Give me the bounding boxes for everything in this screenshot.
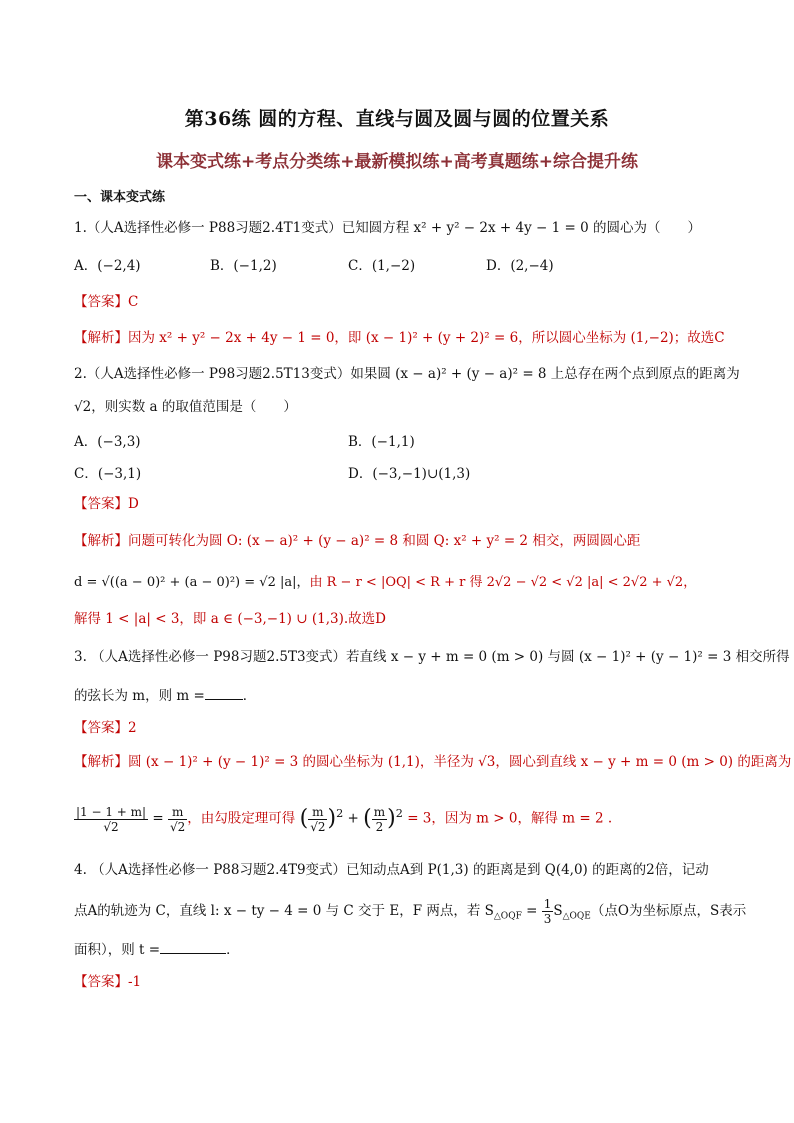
equals-sign: =: [152, 810, 164, 827]
area-subscript-f: △OQF: [493, 911, 522, 922]
q4-stem-line2: [74, 896, 747, 932]
analysis-text: 圆 (x − 1)² + (y − 1)² = 3 的圆心坐标为 (1,1)，半径为 √3，圆心到直线 x − y + m = 0 (m > 0) 的距离为: [128, 754, 792, 770]
q3-stem-end: ．: [242, 688, 257, 704]
q1-analysis: [74, 328, 734, 348]
distance-fraction: $\frac{|1 - 1 + m|}{√2}$: [76, 804, 147, 834]
q2-option-b: B．(−1,1): [348, 434, 415, 450]
answer-value: D: [128, 496, 139, 512]
q1-option-d: D．(2,−4): [486, 258, 554, 274]
q3-stem-text: 的弦长为 m，则 m =: [74, 688, 205, 704]
q1-option-b: B．(−1,2): [210, 258, 277, 274]
q2-answer: [74, 494, 734, 514]
page-title: 第36练 圆的方程、直线与圆及圆与圆的位置关系: [184, 108, 610, 130]
answer-value: -1: [128, 974, 142, 990]
q4-stem-line1: 4. （人A选择性必修一 P88习题2.4T9变式）已知动点A到 P(1,3) 的距离是到 Q(4,0) 的距离的2倍，记动: [74, 862, 709, 878]
squared-fraction-1: $\frac{m}{√2}$: [310, 804, 326, 834]
area-subscript-e: △OQE: [562, 911, 591, 922]
plus-sign: +: [347, 810, 359, 827]
equals-sign: =: [526, 903, 538, 919]
squared-fraction-2: $\frac{m}{2}$: [373, 804, 386, 834]
q4-stem-text: 面积），则 t =: [74, 942, 161, 958]
q1-option-a: A．(−2,4): [74, 258, 141, 274]
q3-analysis-line1: [74, 752, 792, 772]
distance-formula: d = √((a − 0)² + (a − 0)²) = √2 |a|，: [74, 575, 310, 590]
q3-analysis-line2: $\frac{|1 - 1 + m|}{√2}$ = $\frac{m}{√2}$ ，由勾股定理可得 ( $\frac{m}{√2}$ )$^2$ + ( $\frac{m}{2}$ )$^2$ = 3，因为 m > 0，解得 m = 2 .: [76, 804, 613, 834]
analysis-text: 因为 x² + y² − 2x + 4y − 1 = 0，即 (x − 1)² + (y + 2)² = 6，所以圆心坐标为 (1,−2)；故选C: [128, 330, 725, 346]
one-third-fraction: $\frac{1}{3}$: [543, 897, 552, 926]
q4-answer: [74, 972, 734, 992]
answer-tag: 【答案】: [74, 974, 128, 990]
q2-analysis-line3: 解得 1 < |a| < 3，即 a ∈ (−3,−1) ∪ (1,3).故选D: [74, 611, 386, 627]
answer-tag: 【答案】: [74, 720, 128, 736]
analysis-text: 问题可转化为圆 O: (x − a)² + (y − a)² = 8 和圆 Q: x² + y² = 2 相交，两圆圆心距: [128, 533, 641, 549]
analysis-tag: 【解析】: [74, 330, 128, 346]
q3-stem-line1: 3. （人A选择性必修一 P98习题2.5T3变式）若直线 x − y + m = 0 (m > 0) 与圆 (x − 1)² + (y − 1)² = 3 相交所得: [74, 649, 790, 665]
answer-blank: [160, 952, 226, 954]
m-over-root2-fraction: $\frac{m}{√2}$: [170, 804, 186, 834]
answer-value: 2: [128, 720, 137, 736]
q2-stem-line2: √2，则实数 a 的取值范围是（ ）: [74, 399, 297, 415]
answer-tag: 【答案】: [74, 496, 128, 512]
q2-option-d: D．(−3,−1)∪(1,3): [348, 466, 471, 482]
q4-stem-line3: [74, 940, 734, 960]
q4-stem-text: 点A的轨迹为 C，直线 l: x − ty − 4 = 0 与 C 交于 E，F 两点，若 S: [74, 903, 494, 919]
q2-stem-line1: 2.（人A选择性必修一 P98习题2.5T13变式）如果圆 (x − a)² + (y − a)² = 8 上总存在两个点到原点的距离为: [74, 366, 740, 382]
q1-option-c: C．(1,−2): [348, 258, 416, 274]
area-symbol: S: [553, 903, 563, 919]
pythagoras-text: ，由勾股定理可得: [187, 810, 296, 827]
section-heading: 一、课本变式练: [74, 190, 166, 205]
q4-stem-end: ．: [226, 942, 240, 958]
q3-stem-line2: [74, 686, 734, 706]
analysis-tag: 【解析】: [74, 533, 128, 549]
inequality-text: 由 R − r < |OQ| < R + r 得 2√2 − √2 < √2 |a| < 2√2 + √2，: [309, 575, 697, 590]
q1-stem: 1.（人A选择性必修一 P88习题2.4T1变式）已知圆方程 x² + y² − 2x + 4y − 1 = 0 的圆心为（ ）: [74, 220, 701, 236]
q2-analysis-line2: [74, 573, 734, 593]
q2-option-a: A．(−3,3): [74, 434, 141, 450]
answer-tag: 【答案】: [74, 294, 128, 310]
q3-answer: [74, 718, 734, 738]
answer-blank: [205, 698, 243, 700]
solve-text: = 3，因为 m > 0，解得 m = 2 .: [407, 810, 613, 827]
analysis-tag: 【解析】: [74, 754, 128, 770]
q4-stem-note: （点O为坐标原点，S表示: [590, 903, 747, 919]
q2-option-c: C．(−3,1): [74, 466, 142, 482]
answer-value: C: [128, 294, 139, 310]
q1-answer: [74, 292, 734, 312]
page-subtitle: 课本变式练+考点分类练+最新模拟练+高考真题练+综合提升练: [156, 152, 638, 172]
q2-analysis-line1: [74, 531, 734, 551]
